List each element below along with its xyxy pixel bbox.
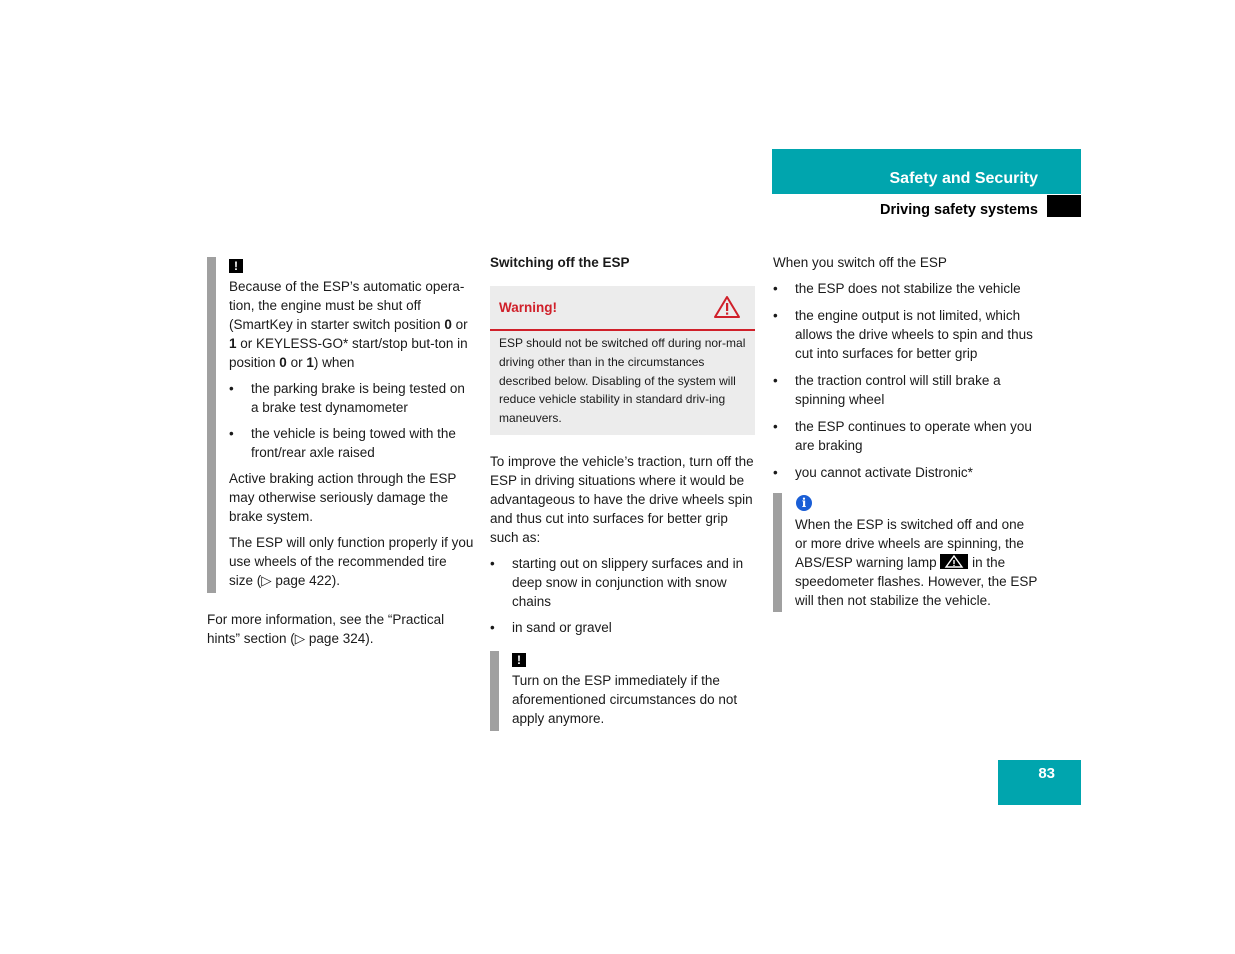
note-exclamation-icon: ! [512, 650, 526, 669]
switch-off-intro: When you switch off the ESP [773, 255, 947, 270]
traction-bullets [490, 554, 755, 637]
note-paragraph: Active braking action through the ESP may otherwise seriously damage the brake system. [229, 471, 457, 524]
list-item: • the vehicle is being towed with the front/rear axle raised [229, 424, 474, 462]
note-exclamation-icon: ! [229, 256, 243, 275]
section-title: Safety and Security [889, 170, 1038, 187]
traction-paragraph: To improve the vehicle’s traction, turn off the ESP in driving situations where it would be advantageous to have the drive wheels spin and thus cut into surfaces for better grip such as: [490, 454, 754, 545]
more-info-text: For more information, see the “Practical hints” section (▷ page 324). [207, 612, 445, 646]
warning-title: Warning! [499, 300, 557, 315]
warning-header [490, 286, 755, 331]
abs-esp-warning-lamp-icon [940, 554, 968, 569]
list-item: • the ESP continues to operate when you are braking [773, 417, 1039, 455]
info-text: When the ESP is switched off and one or more drive wheels are spinning, the ABS/ESP warning lamp in the speedometer flashes. However, the ESP will then not stabilize the vehicle. [795, 517, 1038, 608]
note-bar [490, 651, 499, 731]
note-intro: Because of the ESP’s automatic opera-tion, the engine must be shut off (SmartKey in starter switch position 0 or 1 or KEYLESS-GO* start/stop but-ton in position 0 or 1) when [229, 279, 468, 370]
note-bullets [229, 379, 474, 462]
page-number: 83 [1038, 765, 1055, 782]
note-bar [207, 257, 216, 593]
info-bar [773, 493, 782, 612]
list-item: • starting out on slippery surfaces and in deep snow in conjunction with snow chains [490, 554, 755, 611]
note-paragraph: The ESP will only function properly if you use wheels of the recommended tire size (▷ page 422). [229, 535, 474, 588]
list-item: • the ESP does not stabilize the vehicle [773, 279, 1039, 298]
list-item: • you cannot activate Distronic* [773, 463, 1039, 482]
list-item: • in sand or gravel [490, 618, 755, 637]
note-text: Turn on the ESP immediately if the aforementioned circumstances do not apply anymore. [512, 673, 738, 726]
warning-box [490, 286, 755, 435]
esp-heading: Switching off the ESP [490, 255, 630, 270]
switch-off-bullets [773, 279, 1039, 482]
note-body [229, 277, 474, 590]
subsection-title: Driving safety systems [880, 202, 1038, 218]
warning-triangle-icon [713, 295, 741, 319]
info-icon: i [796, 493, 812, 512]
list-item: • the parking brake is being tested on a brake test dynamometer [229, 379, 474, 417]
list-item: • the traction control will still brake a spinning wheel [773, 371, 1039, 409]
list-item: • the engine output is not limited, which allows the drive wheels to spin and thus cut into surfaces for better grip [773, 306, 1039, 363]
warning-text: ESP should not be switched off during nor-mal driving other than in the circumstances described below. Disabling of the system will reduce vehicle stability in standard driv-ing maneuvers. [499, 336, 746, 426]
header-marker [1047, 195, 1081, 217]
